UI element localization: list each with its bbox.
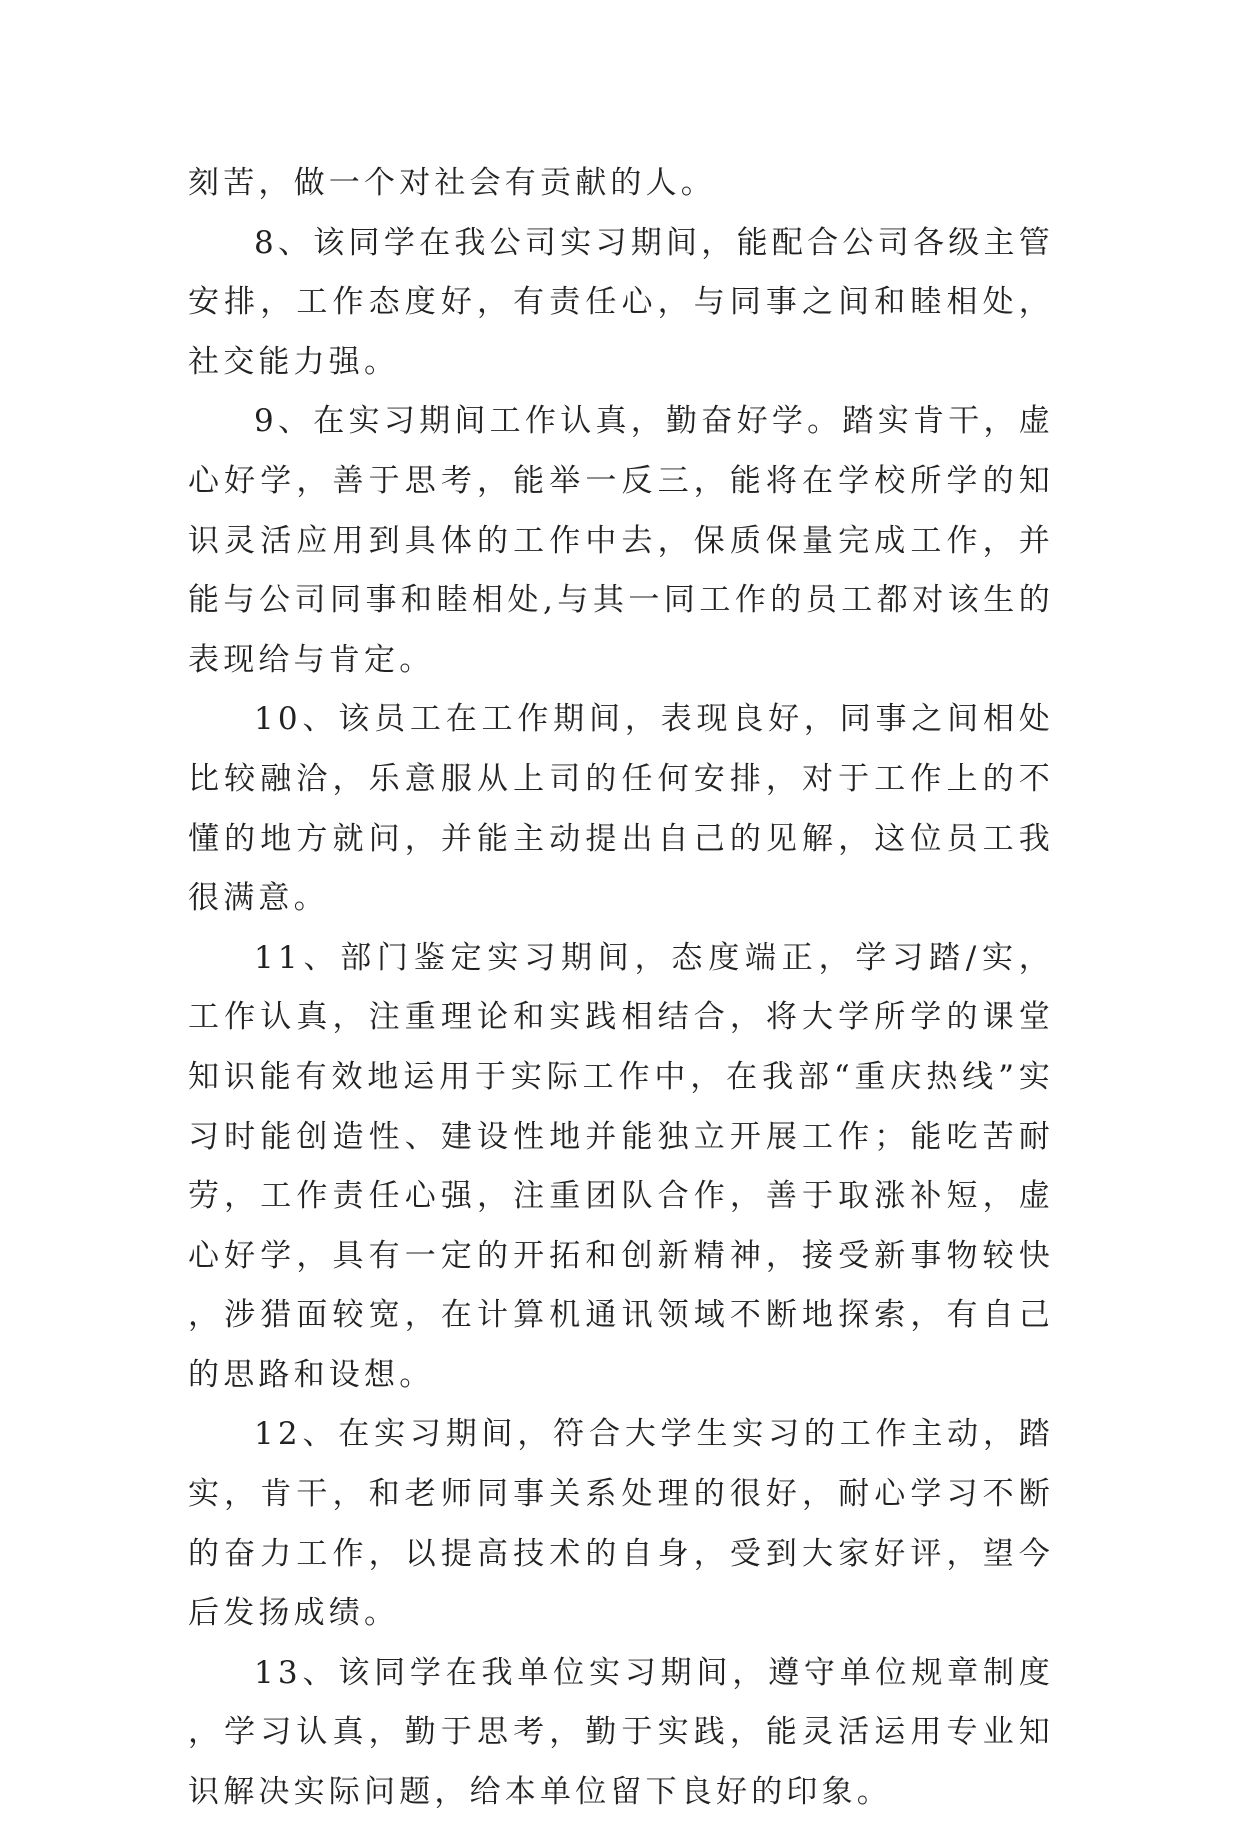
paragraph-continuation: 刻苦，做一个对社会有贡献的人。 xyxy=(188,165,716,201)
document-body xyxy=(188,154,1054,1823)
paragraph-item-13: 13、该同学在我单位实习期间，遵守单位规章制度，学习认真，勤于思考，勤于实践，能灵活运用专业知识解决实际问题，给本单位留下良好的印象。 xyxy=(188,1654,1054,1811)
paragraph-item-12: 12、在实习期间，符合大学生实习的工作主动，踏实，肯干，和老师同事关系处理的很好，耐心学习不断的奋力工作，以提高技术的自身，受到大家好评，望今后发扬成绩。 xyxy=(188,1416,1054,1632)
paragraph-item-9: 9、在实习期间工作认真，勤奋好学。踏实肯干，虚心好学，善于思考，能举一反三，能将在学校所学的知识灵活应用到具体的工作中去，保质保量完成工作，并能与公司同事和睦相处,与其一同工作的员工都对该生的表现给与肯定。 xyxy=(188,403,1054,678)
paragraph-item-8: 8、该同学在我公司实习期间，能配合公司各级主管安排，工作态度好，有责任心，与同事之间和睦相处，社交能力强。 xyxy=(188,224,1054,380)
paragraph-item-11: 11、部门鉴定实习期间，态度端正，学习踏/实，工作认真，注重理论和实践相结合，将大学所学的课堂知识能有效地运用于实际工作中，在我部“重庆热线”实习时能创造性、建设性地并能独立开展工作；能吃苦耐劳，工作责任心强，注重团队合作，善于取涨补短，虚心好学，具有一定的开拓和创新精神，接受新事物较快，涉猎面较宽，在计算机通讯领域不断地探索，有自己的思路和设想。 xyxy=(188,939,1054,1393)
paragraph-item-10: 10、该员工在工作期间，表现良好，同事之间相处比较融洽，乐意服从上司的任何安排，对于工作上的不懂的地方就问，并能主动提出自己的见解，这位员工我很满意。 xyxy=(188,701,1054,917)
